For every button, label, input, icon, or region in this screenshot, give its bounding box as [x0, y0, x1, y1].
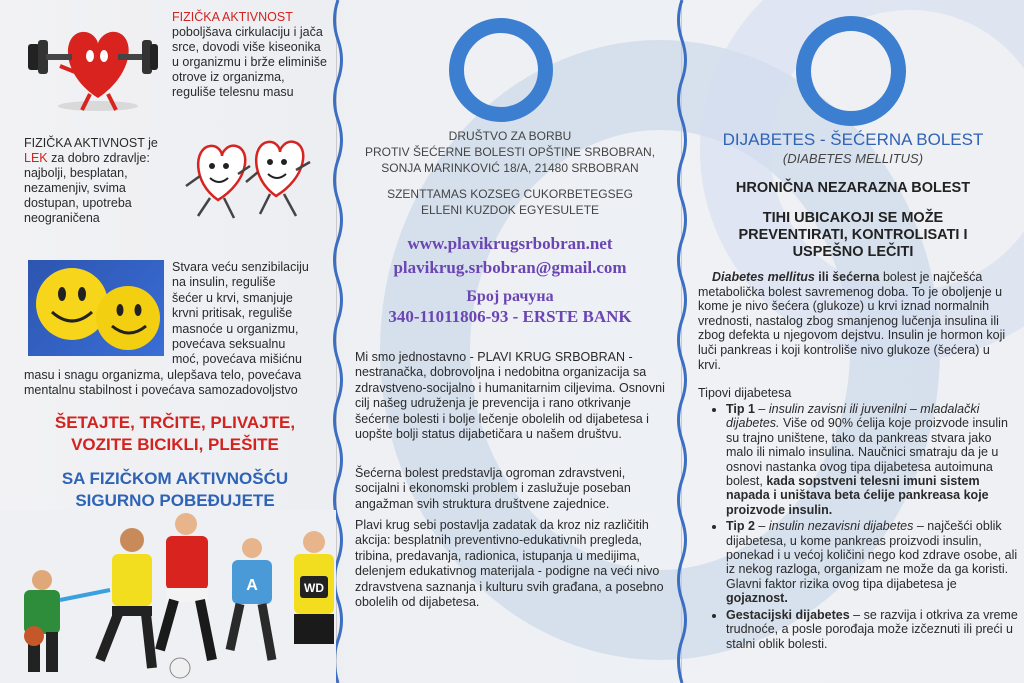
tip2-label: Tip 2: [726, 519, 755, 534]
lek-block: [24, 136, 164, 226]
insulin-line: moć, povećava mišićnu: [172, 352, 302, 367]
intro-term2: šećerna: [832, 270, 880, 284]
insulin-line: Stvara veću senzibilaciju: [172, 260, 309, 274]
tip1-bold: kada sopstveni telesni imuni sistem napada i uništava beta ćelije pankreasa koje proizvode insulin.: [726, 474, 989, 517]
panel-diabetes: [688, 0, 1024, 683]
tip2-italic: – insulin nezavisni dijabetes: [754, 519, 914, 534]
problem-paragraph: Šećerna bolest predstavlja ogroman zdravstveni, socijalni i ekonomski problem i zaslužuje poseban angažman svih struktura društvene zajednice.: [355, 466, 631, 511]
blue-circle-logo-2: [796, 16, 906, 126]
about-paragraph: Mi smo jednostavno - PLAVI KRUG SRBOBRAN - nestranačka, dobrovoljna i nedobitna organizacija sa zdravstveno-socijalno i humanitarnim ciljevima. Osnovni cilj našeg udruženja je prevencija i rano otkrivanje šećerne bolesti i bolje lečenje obolelih od dijabetesa i uopšte bolji status dijabetičara u našem društvu.: [355, 350, 665, 442]
tip2-bold: gojaznost.: [726, 591, 788, 606]
bank-name: - ERSTE BANK: [512, 307, 632, 326]
running-hearts-icon: [180, 136, 320, 226]
gest-label: Gestacijski dijabetes: [726, 607, 850, 622]
lek-prefix: FIZIČKA AKTIVNOST je: [24, 136, 158, 150]
org-line: DRUŠTVO ZA BORBU: [448, 129, 572, 143]
insulin-block: [172, 260, 328, 368]
email-link[interactable]: plavikrug.srbobran@gmail.com: [393, 258, 627, 277]
panel-physical-activity: [0, 0, 330, 683]
hu-line: SZENTTAMAS KOZSEG CUKORBETEGSEG: [387, 187, 633, 201]
org-line: SONJA MARINKOVIĆ 18/A, 21480 SRBOBRAN: [381, 161, 639, 175]
insulin-line: povećava seksualnu: [172, 337, 286, 352]
jersey-letter: A: [246, 577, 258, 594]
lek-word: LEK: [24, 151, 48, 165]
org-address: [345, 128, 675, 176]
heading-line: PREVENTIRATI, KONTROLISATI I: [738, 227, 968, 243]
tip1-text: Više od 90% ćelija koje proizvode insulin su trajno uništene, tako da pankreas stvara jako malo ili nimalo insulina. Naučnici smatraju da je u osnovi nastanka ovog tipa dijabetesa autoimuna bolest,: [726, 416, 1008, 489]
list-item-tip1: [726, 402, 1018, 517]
slogan-red: ŠETAJTE, TRČITE, PLIVAJTE, VOZITE BICIKLI, PLEŠITE: [54, 413, 296, 454]
heading-line: TIHI UBICAKOJI SE MOŽE: [762, 210, 944, 226]
types-list: [688, 402, 1018, 653]
smiley-faces-icon: [28, 260, 164, 356]
chronic-heading: HRONIČNA NEZARAZNA BOLEST: [735, 180, 971, 196]
insulin-line: masnoće u organizmu,: [172, 321, 299, 336]
types-title: Tipovi dijabetesa: [698, 386, 792, 400]
tip1-label: Tip 1: [726, 402, 755, 416]
heart-dumbbell-icon: [20, 14, 160, 114]
insulin-tail: masu i snagu organizma, ulepšava telo, povećava mentalnu stabilnost i povećava samozadovoljstvo: [24, 368, 302, 398]
account-label: Број рачуна: [466, 288, 554, 305]
intro-term: Diabetes mellitus: [712, 270, 815, 284]
org-hungarian: [345, 186, 675, 218]
gest-text: – se razvija i otkriva za vreme trudnoće, a posle porođaja može izčeznuti ili preći u stalni oblik bolesti.: [726, 607, 1018, 651]
website-link[interactable]: www.plavikrugsrbobran.net: [407, 234, 613, 253]
account-number: 340-11011806-93: [388, 307, 509, 326]
tip2-text: – najčešći oblik dijabetesa, u kome pankreas proizvodi insulin, ponekad i u većoj količini nego kod zdrave osobe, ali iz nekog razloga, organizam ne može da ga koristi. Glavni faktor rizika ovog tipa dijabetesa je: [726, 519, 1018, 591]
insulin-line: šećer u krvi, smanjuje: [172, 290, 293, 305]
insulin-line: krvni pritisak, reguliše: [172, 306, 293, 321]
account-row: [345, 307, 675, 327]
intro-rest: bolest je najčešća metabolička bolest savremenog doba. To je oboljenje u kome je nivo šećera (glukoze) u krvi iznad normalnih vrednosti, nastalog zbog smanjenog lučenja insulina ili zbog defekta u njegovom dejstvu. Insulin je hormon koji luči pankreas i koji kontroliše nivo glukoze (šećera) u krvi.: [698, 270, 1006, 372]
heading-line: USPEŠNO LEČITI: [792, 244, 914, 260]
blue-circle-logo: [449, 18, 553, 122]
list-item-gestational: [726, 608, 1018, 651]
diabetes-title: DIJABETES - ŠEĆERNA BOLEST: [722, 130, 984, 149]
fitness-body: poboljšava cirkulaciju i jača srce, dovodi više kiseonika u organizmu i brže eliminiše otrove iz organizma, reguliše telesnu masu: [172, 25, 327, 99]
insulin-line: na insulin, reguliše: [172, 275, 276, 290]
fitness-title: FIZIČKA AKTIVNOST: [172, 10, 293, 24]
fitness-block: [172, 10, 327, 100]
smiley-photo: [28, 260, 164, 356]
slogan-blue: SA FIZIČKOM AKTIVNOŠĆU SIGURNO POBEĐUJETE: [61, 469, 289, 510]
panel-organization: [345, 0, 675, 683]
intro-ili: ili: [814, 270, 833, 284]
tip1-italic: – insulin zavisni ili juvenilni – mladalački dijabetes.: [726, 402, 980, 431]
mission-paragraph: Plavi krug sebi postavlja zadatak da kroz niz različitih akcija: besplatnih preventivno-edukativnih pregleda, tribina, predavanja, radionica, istupanja u medijima, delenjem edukativnog materijala - podigne na veći nivo zdravstvena saznanja i kulturu svih građana, a posebno obolelih od dijabetesa.: [355, 518, 664, 610]
lek-rest: za dobro zdravlje: najbolji, besplatan, nezamenjiv, svima dostupan, upotreba neograničena: [24, 151, 150, 225]
hu-line: ELLENI KUZDOK EGYESULETE: [420, 203, 600, 217]
kids-playing-photo: [0, 510, 336, 683]
wavy-divider-right: [675, 0, 689, 683]
silent-killer-heading: [688, 210, 1018, 261]
diabetes-subtitle: (DIABETES MELLITUS): [782, 151, 924, 166]
list-item-tip2: [726, 519, 1018, 605]
jersey-text: WD: [304, 581, 324, 595]
org-line: PROTIV ŠEĆERNE BOLESTI OPŠTINE SRBOBRAN,: [364, 145, 656, 159]
intro-paragraph: [698, 270, 1014, 372]
